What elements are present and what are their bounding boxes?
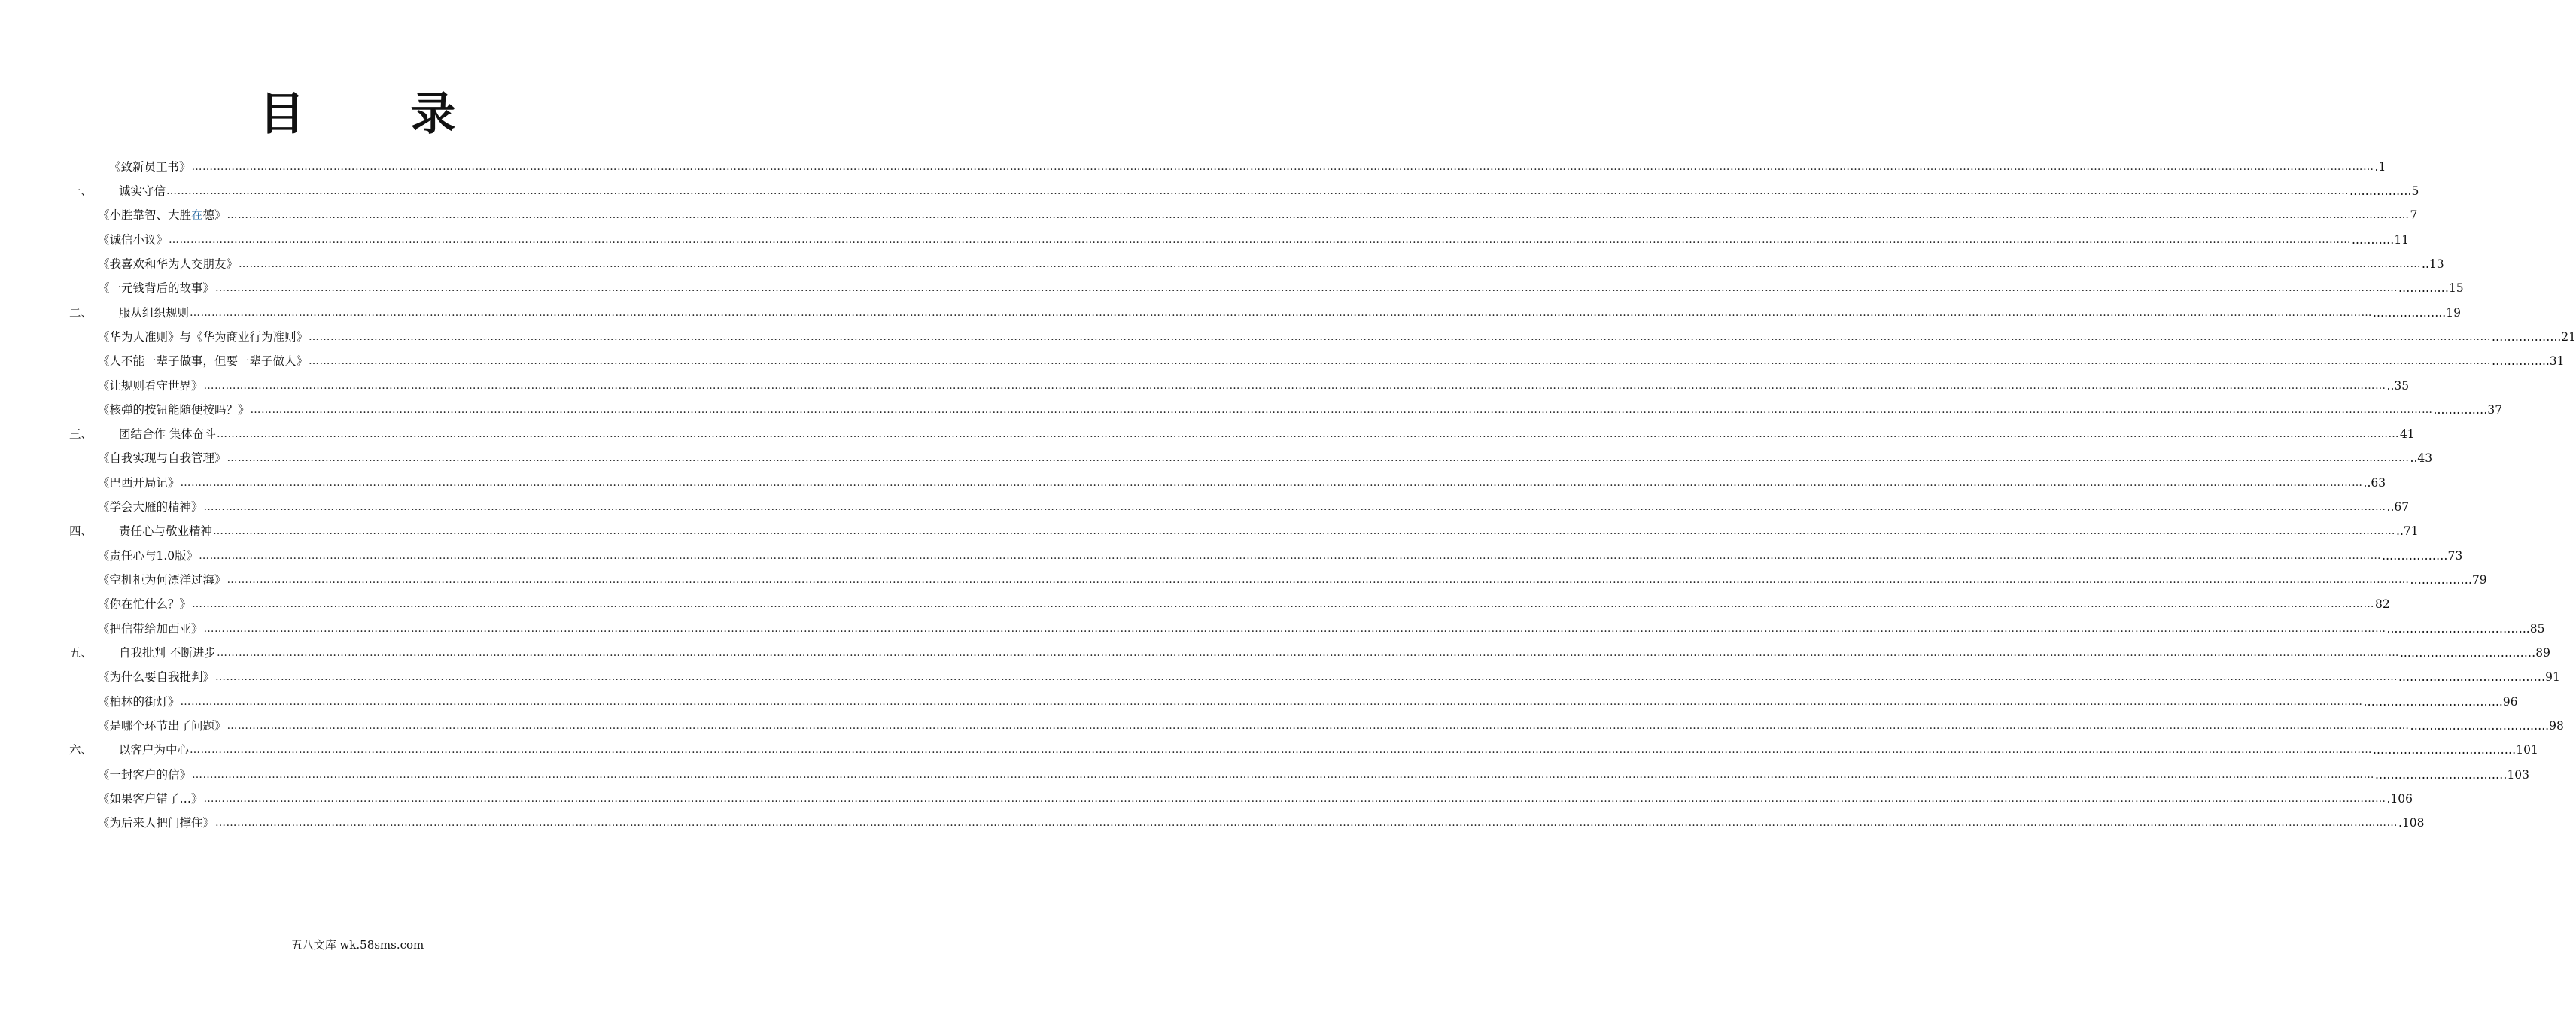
toc-dot-leader: …………………………………………………………………………………………………………………………………………………………………………………………………………………………………………………………………………………………………………………………………………………………………………………………………………………………………………………………………………………………………………………………………………………… bbox=[203, 793, 2386, 805]
toc-entry[interactable] bbox=[98, 690, 2518, 709]
toc-page-number: 82 bbox=[2375, 597, 2390, 611]
toc-entry-label: 《人不能一辈子做事，但要一辈子做人》 bbox=[98, 354, 309, 368]
toc-page-number: .……………………………..96 bbox=[2363, 695, 2518, 709]
toc-dot-leader: …………………………………………………………………………………………………………………………………………………………………………………………………………………………………………………………………………………………………………………………………………………………………………………………………………………………………………………………………………………………………………………………………………………… bbox=[190, 744, 2373, 756]
toc-page-number: .106 bbox=[2386, 792, 2413, 806]
toc-section-number: 一、 bbox=[69, 184, 93, 198]
toc-page-number: ..……………..19 bbox=[2373, 306, 2461, 320]
toc-entry-label: 《小胜靠智、大胜在德》 bbox=[98, 208, 227, 222]
toc-section-number: 六、 bbox=[69, 743, 93, 757]
toc-entry[interactable] bbox=[98, 252, 2444, 272]
toc-dot-leader: …………………………………………………………………………………………………………………………………………………………………………………………………………………………………………………………………………………………………………………………………………………………………………………………………………………………………………………………………………………………………………………………………………………… bbox=[203, 501, 2386, 513]
toc-section-number: 五、 bbox=[69, 646, 93, 660]
toc-dot-leader: …………………………………………………………………………………………………………………………………………………………………………………………………………………………………………………………………………………………………………………………………………………………………………………………………………………………………………………………………………………………………………………………………………………… bbox=[199, 550, 2382, 562]
toc-entry-label: 服从组织规则 bbox=[119, 306, 190, 320]
toc-entry[interactable] bbox=[98, 228, 2410, 247]
toc-dot-leader: …………………………………………………………………………………………………………………………………………………………………………………………………………………………………………………………………………………………………………………………………………………………………………………………………………………………………………………………………………………………………………………………………………………… bbox=[309, 331, 2492, 343]
toc-entry[interactable] bbox=[98, 325, 2576, 345]
toc-entry[interactable] bbox=[69, 738, 2538, 757]
toc-entry[interactable] bbox=[69, 641, 2551, 660]
toc-page-number: ..13 bbox=[2422, 257, 2444, 271]
toc-entry-label: 《你在忙什么？》 bbox=[98, 597, 192, 611]
toc-dot-leader: …………………………………………………………………………………………………………………………………………………………………………………………………………………………………………………………………………………………………………………………………………………………………………………………………………………………………………………………………………………………………………………………………………………… bbox=[227, 720, 2410, 732]
toc-entry-label: 《一元钱背后的故事》 bbox=[98, 281, 215, 295]
toc-entry[interactable] bbox=[98, 592, 2390, 612]
toc-page-number: ..……………73 bbox=[2382, 549, 2463, 563]
toc-section-number: 四、 bbox=[69, 524, 93, 538]
toc-dot-leader: …………………………………………………………………………………………………………………………………………………………………………………………………………………………………………………………………………………………………………………………………………………………………………………………………………………………………………………………………………………………………………………………………………………… bbox=[227, 574, 2410, 586]
toc-page-number: ..63 bbox=[2363, 476, 2386, 490]
toc-page-number: ..………11 bbox=[2352, 233, 2410, 247]
toc-entry[interactable] bbox=[98, 446, 2433, 466]
toc-page-number: .……………..21 bbox=[2492, 330, 2576, 344]
footer-text: 五八文库 wk.58sms.com bbox=[290, 938, 424, 952]
toc-dot-leader: …………………………………………………………………………………………………………………………………………………………………………………………………………………………………………………………………………………………………………………………………………………………………………………………………………………………………………………………………………………………………………………………………………………… bbox=[309, 355, 2492, 367]
toc-entry-label: 《学会大雁的精神》 bbox=[98, 500, 203, 514]
toc-entry[interactable] bbox=[98, 665, 2560, 685]
toc-page-number: 41 bbox=[2399, 427, 2415, 441]
toc-dot-leader: …………………………………………………………………………………………………………………………………………………………………………………………………………………………………………………………………………………………………………………………………………………………………………………………………………………………………………………………………………………………………………………………………………………… bbox=[227, 209, 2410, 221]
toc-entry[interactable] bbox=[98, 787, 2413, 806]
toc-entry-label: 《自我实现与自我管理》 bbox=[98, 451, 227, 465]
toc-entry-label: 团结合作 集体奋斗 bbox=[119, 427, 216, 441]
toc-dot-leader: …………………………………………………………………………………………………………………………………………………………………………………………………………………………………………………………………………………………………………………………………………………………………………………………………………………………………………………………………………………………………………………………………………………… bbox=[180, 477, 2363, 489]
toc-page-number: ..43 bbox=[2410, 451, 2433, 465]
toc-dot-leader: …………………………………………………………………………………………………………………………………………………………………………………………………………………………………………………………………………………………………………………………………………………………………………………………………………………………………………………………………………………………………………………………………………………… bbox=[227, 452, 2410, 464]
toc-entry[interactable] bbox=[98, 349, 2565, 369]
toc-entry-label: 《柏林的街灯》 bbox=[98, 695, 180, 709]
toc-entry[interactable] bbox=[69, 519, 2419, 539]
toc-entry-label: 《核弹的按钮能随便按吗？》 bbox=[98, 403, 250, 417]
toc-page-number: .…………15 bbox=[2398, 281, 2464, 295]
toc-dot-leader: …………………………………………………………………………………………………………………………………………………………………………………………………………………………………………………………………………………………………………………………………………………………………………………………………………………………………………………………………………………………………………………………………………………… bbox=[216, 647, 2399, 659]
toc-entry-label: 《一封客户的信》 bbox=[98, 768, 192, 782]
toc-entry-label: 《巴西开局记》 bbox=[98, 476, 180, 490]
page-title: 目 录 bbox=[259, 88, 501, 141]
toc-entry[interactable] bbox=[98, 544, 2463, 563]
toc-page-number: ..……………………………..85 bbox=[2386, 622, 2545, 636]
toc-entry-label: 《让规则看守世界》 bbox=[98, 379, 203, 393]
toc-entry[interactable] bbox=[98, 714, 2564, 733]
toc-dot-leader: …………………………………………………………………………………………………………………………………………………………………………………………………………………………………………………………………………………………………………………………………………………………………………………………………………………………………………………………………………………………………………………………………………………… bbox=[215, 282, 2398, 294]
toc-entry[interactable] bbox=[98, 811, 2425, 830]
toc-entry-label: 《责任心与1.0版》 bbox=[98, 549, 199, 563]
toc-entry-label: 《诚信小议》 bbox=[98, 233, 169, 247]
toc-page-number: .108 bbox=[2398, 816, 2425, 830]
toc-entry[interactable] bbox=[69, 179, 2419, 199]
toc-entry[interactable] bbox=[69, 422, 2415, 442]
toc-page-number: ..……………………………89 bbox=[2399, 646, 2551, 660]
toc-dot-leader: …………………………………………………………………………………………………………………………………………………………………………………………………………………………………………………………………………………………………………………………………………………………………………………………………………………………………………………………………………………………………………………………………………………… bbox=[180, 696, 2363, 708]
toc-dot-leader: …………………………………………………………………………………………………………………………………………………………………………………………………………………………………………………………………………………………………………………………………………………………………………………………………………………………………………………………………………………………………………………………………………………… bbox=[215, 671, 2398, 683]
toc-dot-leader: …………………………………………………………………………………………………………………………………………………………………………………………………………………………………………………………………………………………………………………………………………………………………………………………………………………………………………………………………………………………………………………………………………………… bbox=[203, 623, 2386, 635]
toc-entry-label: 以客户为中心 bbox=[119, 743, 190, 757]
toc-entry-label: 《为什么要自我批判》 bbox=[98, 670, 215, 684]
toc-entry-label: 诚实守信 bbox=[119, 184, 166, 198]
toc-entry[interactable] bbox=[98, 617, 2545, 636]
toc-section-number: 三、 bbox=[69, 427, 93, 441]
toc-page-number: ..…………...…………………91 bbox=[2398, 670, 2560, 684]
toc-entry[interactable] bbox=[98, 471, 2386, 490]
toc-entry-label: 《空机柜为何漂洋过海》 bbox=[98, 573, 227, 587]
toc-dot-leader: …………………………………………………………………………………………………………………………………………………………………………………………………………………………………………………………………………………………………………………………………………………………………………………………………………………………………………………………………………………………………………………………………………………… bbox=[192, 769, 2375, 781]
toc-page-number: …………...31 bbox=[2492, 354, 2565, 368]
toc-entry[interactable] bbox=[98, 495, 2410, 515]
toc-dot-leader: …………………………………………………………………………………………………………………………………………………………………………………………………………………………………………………………………………………………………………………………………………………………………………………………………………………………………………………………………………………………………………………………………………………… bbox=[213, 525, 2396, 537]
toc-page-number: 7 bbox=[2410, 208, 2418, 222]
toc-dot-leader: …………………………………………………………………………………………………………………………………………………………………………………………………………………………………………………………………………………………………………………………………………………………………………………………………………………………………………………………………………………………………………………………………………………… bbox=[192, 598, 2375, 610]
toc-entry[interactable] bbox=[98, 276, 2464, 296]
toc-page-number: ..…………..…………………101 bbox=[2373, 743, 2538, 757]
toc-entry-label: 《致新员工书》 bbox=[109, 160, 191, 174]
toc-page-number: …………….5 bbox=[2349, 184, 2419, 198]
toc-section-number: 二、 bbox=[69, 306, 93, 320]
toc-dot-leader: …………………………………………………………………………………………………………………………………………………………………………………………………………………………………………………………………………………………………………………………………………………………………………………………………………………………………………………………………………………………………………………………………………………… bbox=[203, 380, 2386, 392]
toc-entry-label: 《华为人准则》与《华为商业行为准则》 bbox=[98, 330, 309, 344]
toc-entry-label: 《我喜欢和华为人交朋友》 bbox=[98, 257, 239, 271]
toc-page-number: ..71 bbox=[2396, 524, 2419, 538]
toc-page-number: ..35 bbox=[2386, 379, 2410, 393]
toc-page-number: .……………………………103 bbox=[2375, 768, 2530, 782]
toc-dot-leader: …………………………………………………………………………………………………………………………………………………………………………………………………………………………………………………………………………………………………………………………………………………………………………………………………………………………………………………………………………………………………………………………………………………… bbox=[215, 817, 2398, 829]
toc-entry[interactable] bbox=[98, 568, 2487, 587]
toc-page-number: ..67 bbox=[2386, 500, 2410, 514]
toc-entry-label: 《把信带给加西亚》 bbox=[98, 622, 203, 636]
toc-page-number: ..…………37 bbox=[2433, 403, 2503, 417]
toc-entry[interactable] bbox=[98, 763, 2530, 782]
toc-entry-label: 《为后来人把门撑住》 bbox=[98, 816, 215, 830]
toc-dot-leader: …………………………………………………………………………………………………………………………………………………………………………………………………………………………………………………………………………………………………………………………………………………………………………………………………………………………………………………………………………………………………………………………………………………… bbox=[169, 234, 2352, 246]
toc-dot-leader: …………………………………………………………………………………………………………………………………………………………………………………………………………………………………………………………………………………………………………………………………………………………………………………………………………………………………………………………………………………………………………………………………………………… bbox=[216, 428, 2399, 440]
toc-entry[interactable] bbox=[69, 301, 2461, 320]
toc-entry-label: 责任心与敬业精神 bbox=[119, 524, 213, 538]
toc-entry-label: 自我批判 不断进步 bbox=[119, 646, 216, 660]
toc-entry[interactable] bbox=[98, 398, 2503, 417]
toc-entry[interactable] bbox=[98, 374, 2410, 393]
toc-entry[interactable] bbox=[98, 203, 2418, 223]
toc-dot-leader: …………………………………………………………………………………………………………………………………………………………………………………………………………………………………………………………………………………………………………………………………………………………………………………………………………………………………………………………………………………………………………………………………………………… bbox=[250, 404, 2433, 416]
toc-dot-leader: …………………………………………………………………………………………………………………………………………………………………………………………………………………………………………………………………………………………………………………………………………………………………………………………………………………………………………………………………………………………………………………………………………………… bbox=[190, 307, 2373, 319]
toc-dot-leader: …………………………………………………………………………………………………………………………………………………………………………………………………………………………………………………………………………………………………………………………………………………………………………………………………………………………………………………………………………………………………………………………………………………… bbox=[191, 161, 2374, 173]
toc-page-number: .1 bbox=[2374, 160, 2386, 174]
toc-dot-leader: …………………………………………………………………………………………………………………………………………………………………………………………………………………………………………………………………………………………………………………………………………………………………………………………………………………………………………………………………………………………………………………………………………………… bbox=[239, 258, 2422, 270]
toc-entry-label: 《如果客户错了…》 bbox=[98, 792, 203, 806]
toc-entry-label: 《是哪个环节出了问题》 bbox=[98, 719, 227, 733]
toc-page-number: .……………79 bbox=[2410, 573, 2487, 587]
toc-entry[interactable] bbox=[109, 155, 2386, 175]
toc-page-number: ……...……………………...98 bbox=[2410, 719, 2564, 733]
toc-dot-leader: …………………………………………………………………………………………………………………………………………………………………………………………………………………………………………………………………………………………………………………………………………………………………………………………………………………………………………………………………………………………………………………………………………………… bbox=[166, 185, 2349, 197]
